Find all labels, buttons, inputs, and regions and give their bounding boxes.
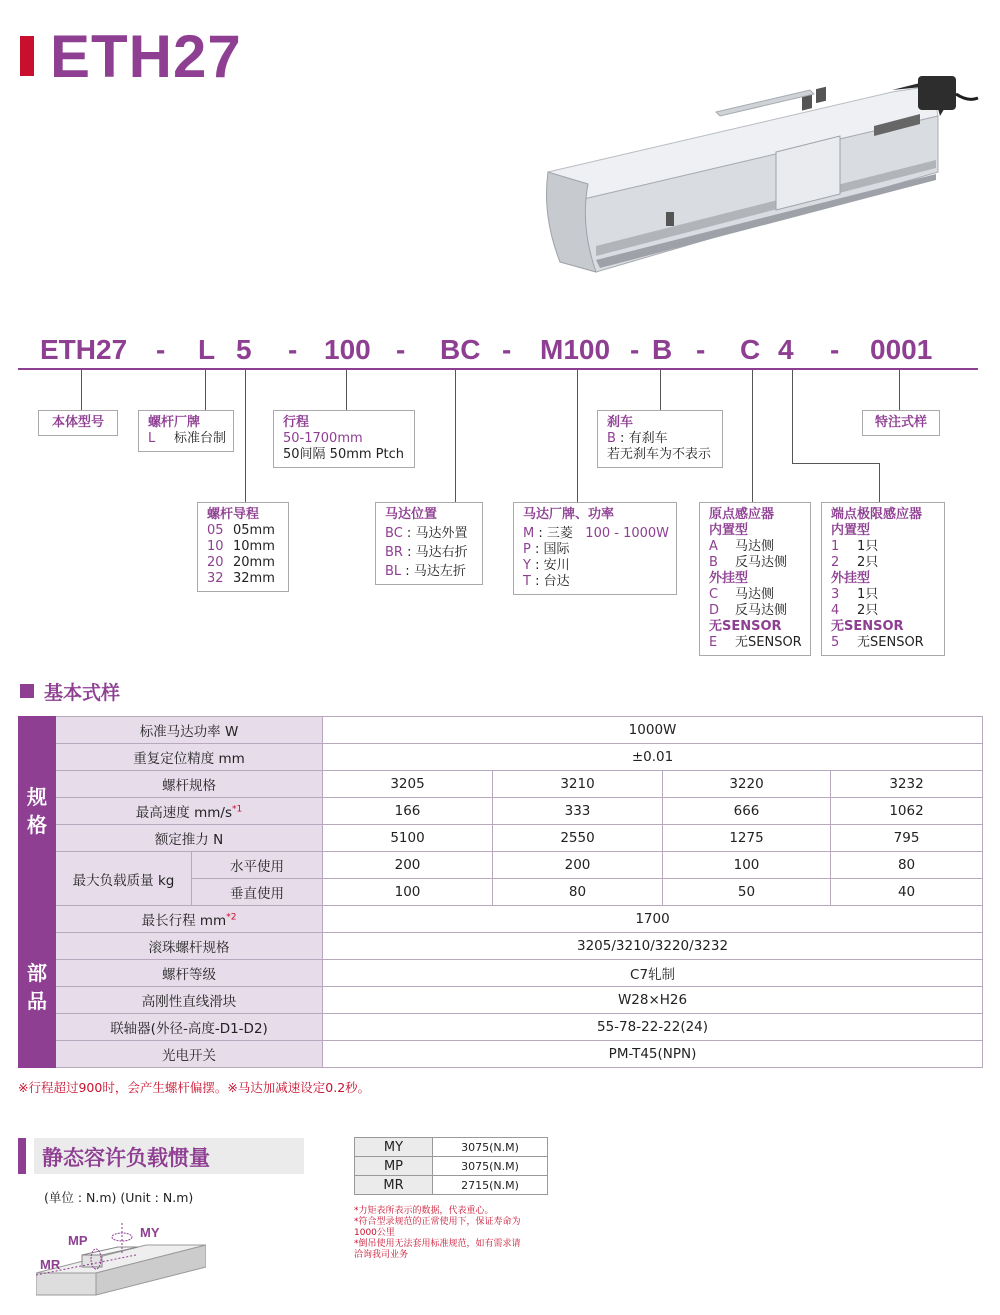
table-row <box>19 1041 983 1068</box>
section-title-spec: 基本式样 <box>44 682 121 704</box>
code-series: ETH27 <box>40 334 128 365</box>
moment-diagram <box>36 1215 206 1300</box>
connector <box>205 370 206 410</box>
code-stroke: 100 <box>324 334 371 365</box>
row-label: 螺杆等级 <box>56 960 323 987</box>
code-screw-brand: L <box>198 334 216 365</box>
cell: 200 <box>493 852 663 879</box>
connector <box>792 463 880 464</box>
cell: 2550 <box>493 825 663 852</box>
my-label: MY <box>140 1225 160 1240</box>
mp-label: MP <box>68 1233 88 1248</box>
moment-warnings: *力矩表所表示的数据，代表重心。 *符合型录规范的正常使用下，保证寿命为 1000公里 *倒吊使用无法套用标准规范，如有需求请 洽询我司业务 <box>354 1206 521 1260</box>
moment-key: MY <box>355 1138 433 1157</box>
table-row <box>19 798 983 825</box>
section-title-moment: 静态容许负载惯量 <box>42 1146 210 1170</box>
moment-key: MP <box>355 1157 433 1176</box>
row-label: 重复定位精度 mm <box>56 744 323 771</box>
mr-label: MR <box>40 1257 61 1272</box>
row-label: 螺杆规格 <box>56 771 323 798</box>
table-row <box>19 1014 983 1041</box>
table-row <box>19 960 983 987</box>
cell: 80 <box>831 852 983 879</box>
row-sublabel: 水平使用 <box>192 852 323 879</box>
cell: 5100 <box>323 825 493 852</box>
cell: 1062 <box>831 798 983 825</box>
box-body-model: 本体型号 <box>38 410 118 436</box>
code-dash: - <box>630 334 640 365</box>
cell: 3205/3210/3220/3232 <box>323 933 983 960</box>
box-brake: 刹车 B : 有刹车 若无刹车为不表示 <box>597 410 723 468</box>
box-origin-sensor: 原点感应器 内置型 A 马达侧 B 反马达侧 外挂型 C 马达侧 D 反马达侧 无SENSOR E 无SENSOR <box>699 502 811 656</box>
code-dash: - <box>396 334 406 365</box>
table-row <box>19 852 983 879</box>
table-row <box>19 717 983 744</box>
cell: 666 <box>663 798 831 825</box>
cell: 55-78-22-22(24) <box>323 1014 983 1041</box>
cell: 3205 <box>323 771 493 798</box>
cell: 3232 <box>831 771 983 798</box>
moment-table <box>354 1137 548 1195</box>
code-limit-sensor: 4 <box>778 334 794 365</box>
row-label: 最大负载质量 kg <box>56 852 192 906</box>
table-row <box>19 744 983 771</box>
box-lead: 螺杆导程 05 05mm 10 10mm 20 20mm 32 32mm <box>197 502 289 592</box>
cell: 3210 <box>493 771 663 798</box>
code-dash: - <box>830 334 840 365</box>
cell: 795 <box>831 825 983 852</box>
table-row <box>19 906 983 933</box>
unit-label: (单位 : N.m) (Unit : N.m) <box>44 1190 194 1205</box>
cell: PM-T45(NPN) <box>323 1041 983 1068</box>
cell: 80 <box>493 879 663 906</box>
code-brake: B <box>652 334 673 365</box>
connector <box>81 370 82 410</box>
row-label: 光电开关 <box>56 1041 323 1068</box>
title-accent-bar <box>20 36 34 76</box>
table-row <box>355 1138 548 1157</box>
group-label-spec: 规格 <box>19 717 56 906</box>
code-dash: - <box>696 334 706 365</box>
cell: 3220 <box>663 771 831 798</box>
code-dash: - <box>156 334 166 365</box>
cell: W28×H26 <box>323 987 983 1014</box>
actuator-product-image <box>540 76 980 286</box>
table-row <box>19 987 983 1014</box>
code-motor-pos: BC <box>440 334 481 365</box>
connector <box>792 370 793 464</box>
cell: 100 <box>663 852 831 879</box>
box-special: 特注式样 <box>862 410 940 436</box>
connector <box>245 370 246 502</box>
connector <box>899 370 900 410</box>
cell: 1000W <box>323 717 983 744</box>
box-limit-sensor: 端点极限感应器 内置型 1 1只 2 2只 外挂型 3 1只 4 2只 无SENSOR 5 无SENSOR <box>821 502 945 656</box>
cell: 333 <box>493 798 663 825</box>
table-row <box>19 825 983 852</box>
code-special: 0001 <box>870 334 933 365</box>
code-dash: - <box>502 334 512 365</box>
cell: 100 <box>323 879 493 906</box>
connector <box>455 370 456 502</box>
cell: ±0.01 <box>323 744 983 771</box>
page-title: ETH27 <box>50 23 242 90</box>
row-label: 最高速度 $mm/s^{*1}$ <box>56 798 323 825</box>
connector <box>660 370 661 410</box>
cell: 200 <box>323 852 493 879</box>
group-label-parts: 部品 <box>19 906 56 1068</box>
row-label: 高刚性直线滑块 <box>56 987 323 1014</box>
cell: 1700 <box>323 906 983 933</box>
row-label: 滚珠螺杆规格 <box>56 933 323 960</box>
table-row <box>19 771 983 798</box>
code-origin-sensor: C <box>740 334 761 365</box>
row-label: 联轴器(外径-高度-D1-D2) <box>56 1014 323 1041</box>
row-label: 标准马达功率 W <box>56 717 323 744</box>
cell: 166 <box>323 798 493 825</box>
table-row <box>355 1176 548 1195</box>
moment-key: MR <box>355 1176 433 1195</box>
cell: 1275 <box>663 825 831 852</box>
spec-table <box>18 716 983 1068</box>
moment-value: 3075(N.M) <box>433 1157 548 1176</box>
section-marker <box>20 684 34 698</box>
section-marker <box>18 1138 26 1174</box>
moment-value: 2715(N.M) <box>433 1176 548 1195</box>
code-lead: 5 <box>236 334 252 365</box>
table-row <box>355 1157 548 1176</box>
table-row <box>19 933 983 960</box>
cell: C7轧制 <box>323 960 983 987</box>
spec-footnote: ※行程超过900时，会产生螺杆偏摆。※马达加减速设定0.2秒。 <box>18 1080 371 1095</box>
box-motor-brand: 马达厂牌、功率 M : 三菱 100 - 1000W P : 国际 Y : 安川 T : 台达 <box>513 502 677 595</box>
box-stroke: 行程 50-1700mm 50间隔 50mm Ptch <box>273 410 415 468</box>
box-screw-brand: 螺杆厂牌 L 标准台制 <box>138 410 234 452</box>
row-label: 最长行程 $mm^{*2}$ <box>56 906 323 933</box>
connector <box>752 370 753 502</box>
row-sublabel: 垂直使用 <box>192 879 323 906</box>
code-dash: - <box>288 334 298 365</box>
cell: 50 <box>663 879 831 906</box>
connector <box>346 370 347 410</box>
cell: 40 <box>831 879 983 906</box>
row-label: 额定推力 N <box>56 825 323 852</box>
connector <box>879 463 880 502</box>
code-underline <box>18 368 978 370</box>
box-motor-position: 马达位置 BC : 马达外置 BR : 马达右折 BL : 马达左折 <box>375 502 483 585</box>
moment-value: 3075(N.M) <box>433 1138 548 1157</box>
code-motor: M100 <box>540 334 611 365</box>
connector <box>577 370 578 502</box>
